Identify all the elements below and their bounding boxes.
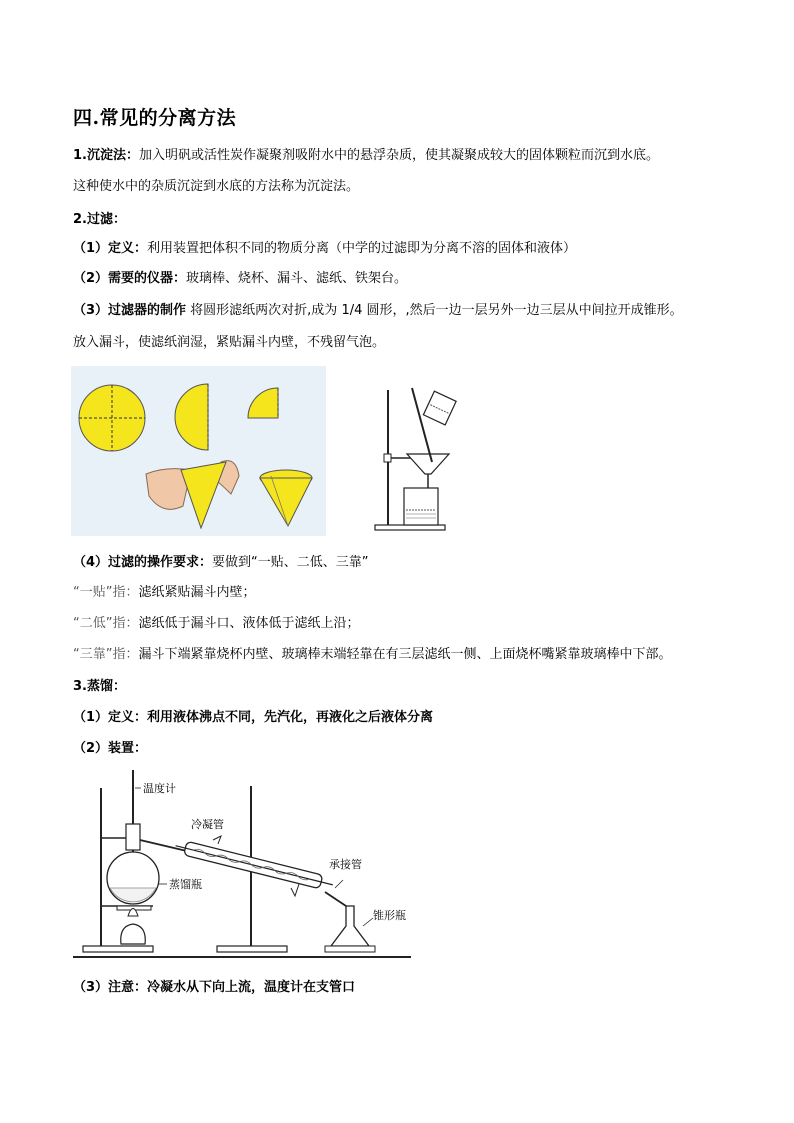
rule-three-text: 漏斗下端紧靠烧杯内壁、玻璃棒末端轻靠在有三层滤纸一侧、上面烧杯嘴紧靠玻璃棒中下部。 (138, 647, 672, 662)
distillation-heading: 3.蒸馏： (73, 679, 126, 694)
filtration-op-label: （4）过滤的操作要求： (73, 555, 213, 570)
filtration-def-text: 利用装置把体积不同的物质分离（中学的过滤即为分离不溶的固体和液体） (147, 241, 577, 256)
sedimentation-heading: 1.沉淀法： (73, 148, 139, 163)
filtration-make-text: 将圆形滤纸两次对折,成为 1/4 圆形，,然后一边一层另外一边三层从中间拉开成锥形。 (186, 303, 683, 318)
glass-rod (412, 388, 432, 462)
sedimentation-line-2: 这种使水中的杂质沉淀到水底的方法称为沉淀法。 (73, 179, 360, 194)
label-adapter: 承接管 (329, 858, 362, 871)
funnel (407, 454, 449, 474)
beaker (404, 488, 438, 525)
label-condenser: 冷凝管 (191, 818, 224, 831)
rule-two (73, 615, 360, 633)
rule-one (73, 584, 256, 602)
distillation-device: （2）装置： (73, 741, 148, 756)
alcohol-lamp (121, 924, 146, 944)
label-conical-flask: 锥形瓶 (373, 909, 406, 922)
rule-three-label: “三靠”指： (73, 647, 139, 662)
filtration-inst-label: （2）需要的仪器： (73, 271, 187, 286)
label-thermometer: 温度计 (143, 782, 176, 795)
filtration-making-2: 放入漏斗，使滤纸润湿，紧贴漏斗内壁，不残留气泡。 (73, 335, 386, 350)
distillation-definition: （1）定义：利用液体沸点不同，先汽化，再液化之后液体分离 (73, 710, 434, 725)
filtration-operation (73, 554, 369, 572)
label-flask: 蒸馏瓶 (169, 878, 202, 891)
rule-three (73, 646, 672, 664)
distillation-apparatus-figure (73, 766, 413, 960)
filtration-op-text: 要做到“一贴、二低、三靠” (212, 555, 369, 570)
filtration-making (73, 302, 683, 320)
filtration-apparatus-figure (372, 378, 472, 533)
filtration-make-label: （3）过滤器的制作 (73, 303, 187, 318)
rule-one-label: “一贴”指： (73, 585, 139, 600)
filtration-heading: 2.过滤： (73, 212, 126, 227)
filtration-def-label: （1）定义： (73, 241, 148, 256)
filter-paper-folding-figure (71, 366, 326, 536)
filtration-inst-text: 玻璃棒、烧杯、漏斗、滤纸、铁架台。 (186, 271, 408, 286)
rule-one-text: 滤纸紧贴漏斗内壁； (138, 585, 256, 600)
rule-two-label: “二低”指： (73, 616, 139, 631)
sedimentation-line-1 (73, 147, 659, 165)
section-title: 四.常见的分离方法 (73, 107, 237, 129)
sedimentation-text-1: 加入明矾或活性炭作凝聚剂吸附水中的悬浮杂质，使其凝聚成较大的固体颗粒而沉到水底。 (138, 148, 659, 163)
distillation-note: （3）注意：冷凝水从下向上流，温度计在支管口 (73, 980, 356, 995)
filtration-definition (73, 240, 576, 258)
rule-two-text: 滤纸低于漏斗口、液体低于滤纸上沿； (138, 616, 360, 631)
filtration-instruments (73, 270, 407, 288)
